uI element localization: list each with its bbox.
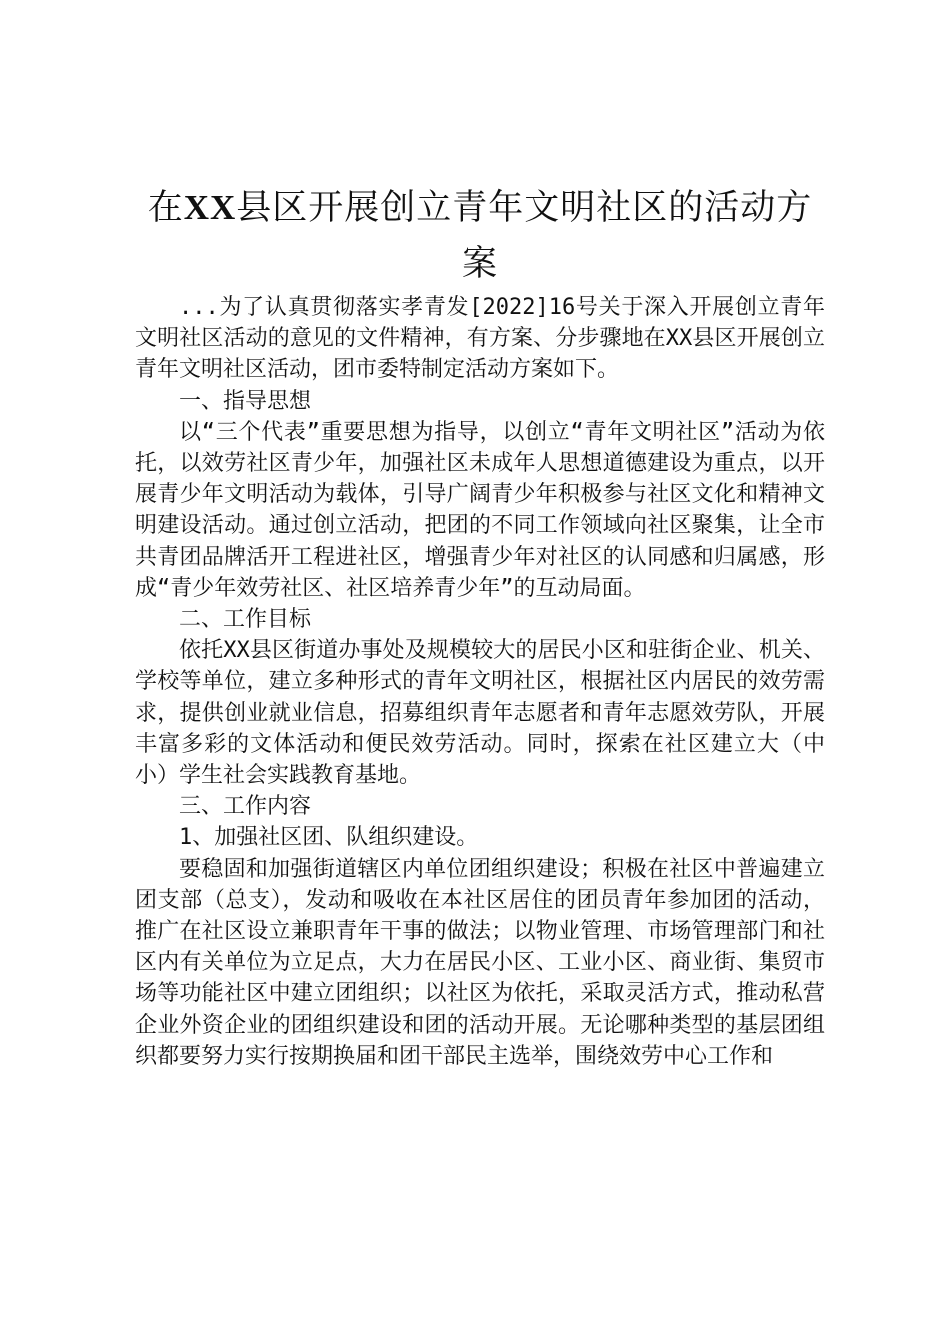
- title-rest: 县区开展创立青年文明社区的活动方案: [236, 188, 813, 284]
- subsection-heading-organization: 1、加强社区团、队组织建设。: [179, 825, 479, 851]
- work-goals-paragraph: 依托XX县区街道办事处及规模较大的居民小区和驻街企业、机关、学校等单位，建立多种形式的青年文明社区，根据社区内居民的效劳需求，提供创业就业信息，招募组织青年志愿者和青年志愿效劳队，开展丰富多彩的文体活动和便民效劳活动。同时，探索在社区建立大（中小）学生社会实践教育基地。: [135, 638, 825, 789]
- title-prefix: 在: [147, 188, 184, 228]
- organization-paragraph: 要稳固和加强街道辖区内单位团组织建设；积极在社区中普遍建立团支部（总支），发动和吸收在本社区居住的团员青年参加团的活动，推广在社区设立兼职青年干事的做法；以物业管理、市场管理部门和社区内有关单位为立足点，大力在居民小区、工业小区、商业街、集贸市场等功能社区中建立团组织；以社区为依托，采取灵活方式，推动私营企业外资企业的团组织建设和团的活动开展。无论哪种类型的基层团组织都要努力实行按期换届和团干部民主选举，围绕效劳中心工作和: [135, 856, 825, 1069]
- title-bold: XX: [183, 188, 237, 227]
- document-title: [135, 180, 825, 292]
- section-heading-guiding-thought: 一、指导思想: [179, 388, 312, 414]
- document-body: [135, 292, 825, 1072]
- guiding-thought-paragraph: 以“三个代表”重要思想为指导，以创立“青年文明社区”活动为依托，以效劳社区青少年，加强社区未成年人思想道德建设为重点，以开展青少年文明活动为载体，引导广阔青少年积极参与社区文化和精神文明建设活动。通过创立活动，把团的不同工作领域向社区聚集，让全市共青团品牌活开工程进社区，增强青少年对社区的认同感和归属感，形成“青少年效劳社区、社区培养青少年”的互动局面。: [135, 419, 825, 601]
- section-heading-work-goals: 二、工作目标: [179, 607, 312, 633]
- section-heading-work-content: 三、工作内容: [179, 794, 312, 820]
- intro-paragraph: ...为了认真贯彻落实孝青发[2022]16号关于深入开展创立青年文明社区活动的意见的文件精神，有方案、分步骤地在XX县区开展创立青年文明社区活动，团市委特制定活动方案如下。: [135, 295, 825, 383]
